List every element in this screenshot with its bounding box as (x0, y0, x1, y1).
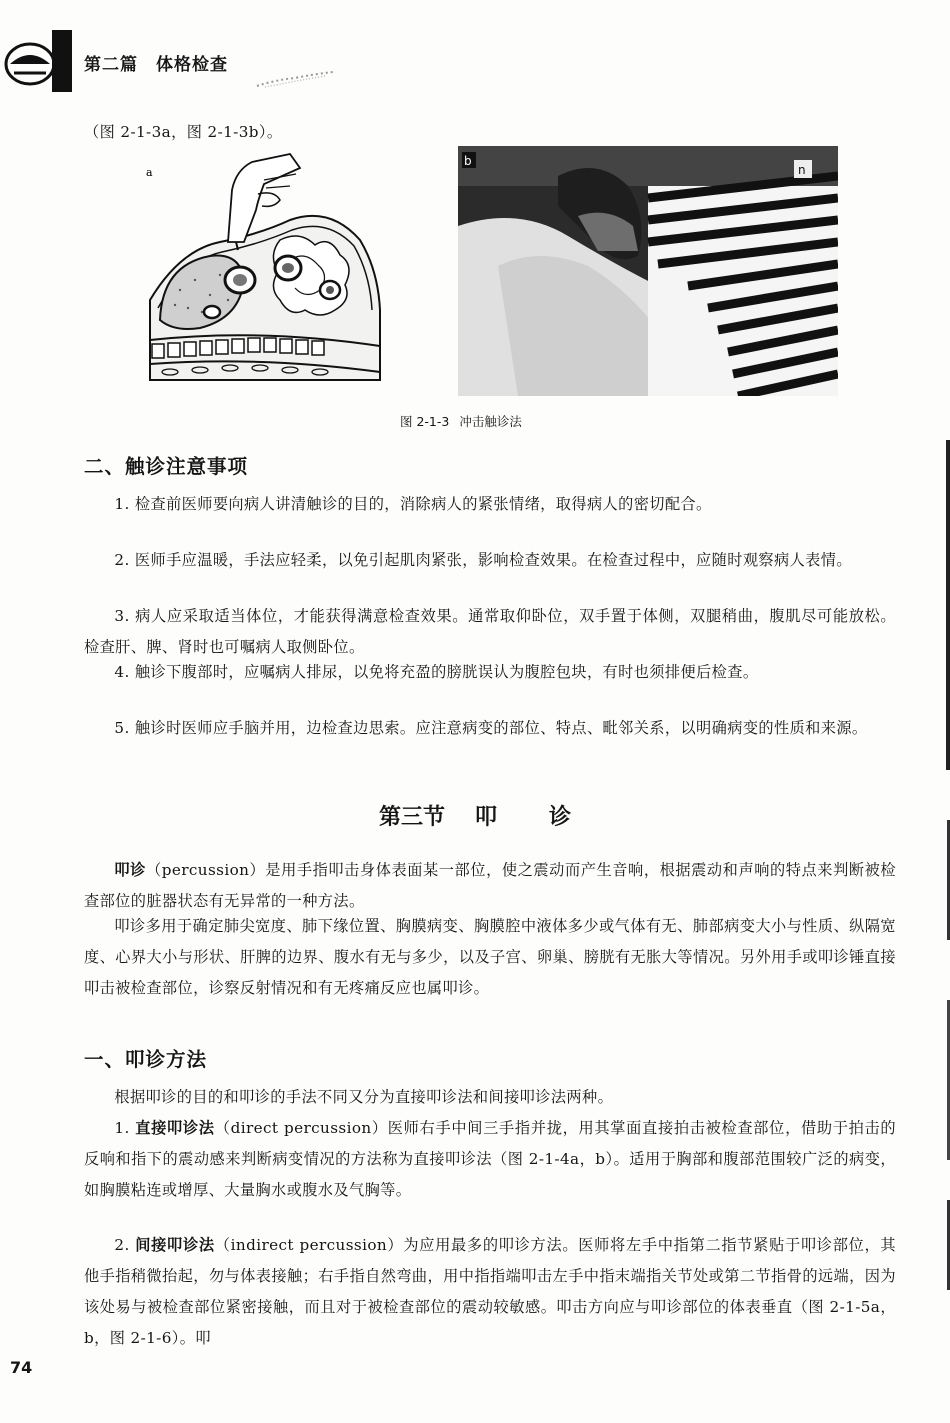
caption-title: 冲击触诊法 (459, 414, 522, 429)
item-number: 2. (114, 1236, 130, 1254)
list-item: 3. 病人应采取适当体位，才能获得满意检查效果。通常取仰卧位，双手置于体侧，双腿稍曲，腹肌尽可能放松。检查肝、脾、肾时也可嘱病人取侧卧位。 (84, 607, 896, 656)
page-header (0, 0, 950, 100)
section-title-char-1: 叩 (474, 805, 497, 830)
list-item: 1. 检查前医师要向病人讲清触诊的目的，消除病人的紧张情绪，取得病人的密切配合。 (114, 495, 712, 513)
direct-percussion-text: （direct percussion）医师右手中间三手指并拢，用其掌面直接拍击被检查部位，借助于拍击的反响和指下的震动感来判断病变情况的方法称为直接叩诊法（图 2-1-4a，b）。适用于胸部和腹部范围较广泛的病变，如胸膜粘连或增厚、大量胸水或腹水及气胸等。 (84, 1119, 897, 1199)
indirect-percussion-text: （indirect percussion）为应用最多的叩诊方法。医师将左手中指第二指节紧贴于叩诊部位，其他手指稍微抬起，勿与体表接触；右手指自然弯曲，用中指指端叩击左手中指末端指关节处或第二节指骨的远端，因为该处易与被检查部位紧密接触，而且对于被检查部位的震动较敏感。叩击方向应与叩诊部位的体表垂直（图 2-1-5a，b，图 2-1-6）。叩 (84, 1236, 896, 1347)
part-label: 第二篇 (84, 55, 138, 75)
figure-a-label: a (146, 166, 153, 179)
svg-text:n: n (798, 163, 806, 177)
intro-line: （图 2-1-3a，图 2-1-3b）。 (84, 123, 283, 141)
paragraph-applications: 叩诊多用于确定肺尖宽度、肺下缘位置、胸膜病变、胸膜腔中液体多少或气体有无、肺部病变大小与性质、纵隔宽度、心界大小与形状、肝脾的边界、腹水有无与多少，以及子宫、卵巢、膀胱有无胀大等情况。另外用手或叩诊锤直接叩击被检查部位，诊察反射情况和有无疼痛反应也属叩诊。 (84, 917, 896, 997)
paragraph-methods-intro: 根据叩诊的目的和叩诊的手法不同又分为直接叩诊法和间接叩诊法两种。 (114, 1088, 614, 1106)
section-heading-methods: 一、叩诊方法 (84, 1048, 208, 1071)
scan-smudge (255, 70, 335, 88)
item-number: 1. (114, 1119, 130, 1137)
striped-shirt (648, 176, 838, 396)
figure-a-illustration (140, 150, 388, 402)
scan-edge-marks (942, 0, 950, 1423)
paragraph-indirect-percussion (84, 1230, 896, 1354)
section-title-char-2: 诊 (549, 805, 572, 830)
book-logo-icon (4, 40, 56, 86)
section-number: 第三节 (378, 805, 445, 830)
figure-b-label: b (464, 154, 472, 168)
figure-b-photo (458, 146, 838, 396)
caption-number: 图 2-1-3 (400, 414, 450, 429)
header-title (84, 50, 228, 75)
list-item: 5. 触诊时医师应手脑并用，边检查边思索。应注意病变的部位、特点、毗邻关系，以明确病变的性质和来源。 (114, 719, 868, 737)
figure-caption (400, 412, 522, 430)
term-percussion: 叩诊 (114, 861, 146, 879)
list-item: 2. 医师手应温暖，手法应轻柔，以免引起肌肉紧张，影响检查效果。在检查过程中，应随时观察病人表情。 (114, 551, 852, 569)
header-bar (52, 30, 72, 92)
section-title (0, 800, 950, 831)
definition-text: （percussion）是用手指叩击身体表面某一部位，使之震动而产生音响，根据震动和声响的特点来判断被检查部位的脏器状态有无异常的一种方法。 (84, 861, 896, 910)
paragraph-definition (84, 855, 896, 917)
page-number: 74 (10, 1358, 33, 1377)
section-heading-palpation-notes: 二、触诊注意事项 (84, 455, 249, 478)
paragraph-direct-percussion (84, 1113, 896, 1206)
chapter-title: 体格检查 (156, 55, 228, 75)
term-indirect-percussion: 间接叩诊法 (135, 1236, 215, 1254)
list-item: 4. 触诊下腹部时，应嘱病人排尿，以免将充盈的膀胱误认为腹腔包块，有时也须排便后检查。 (114, 663, 759, 681)
term-direct-percussion: 直接叩诊法 (135, 1119, 215, 1137)
